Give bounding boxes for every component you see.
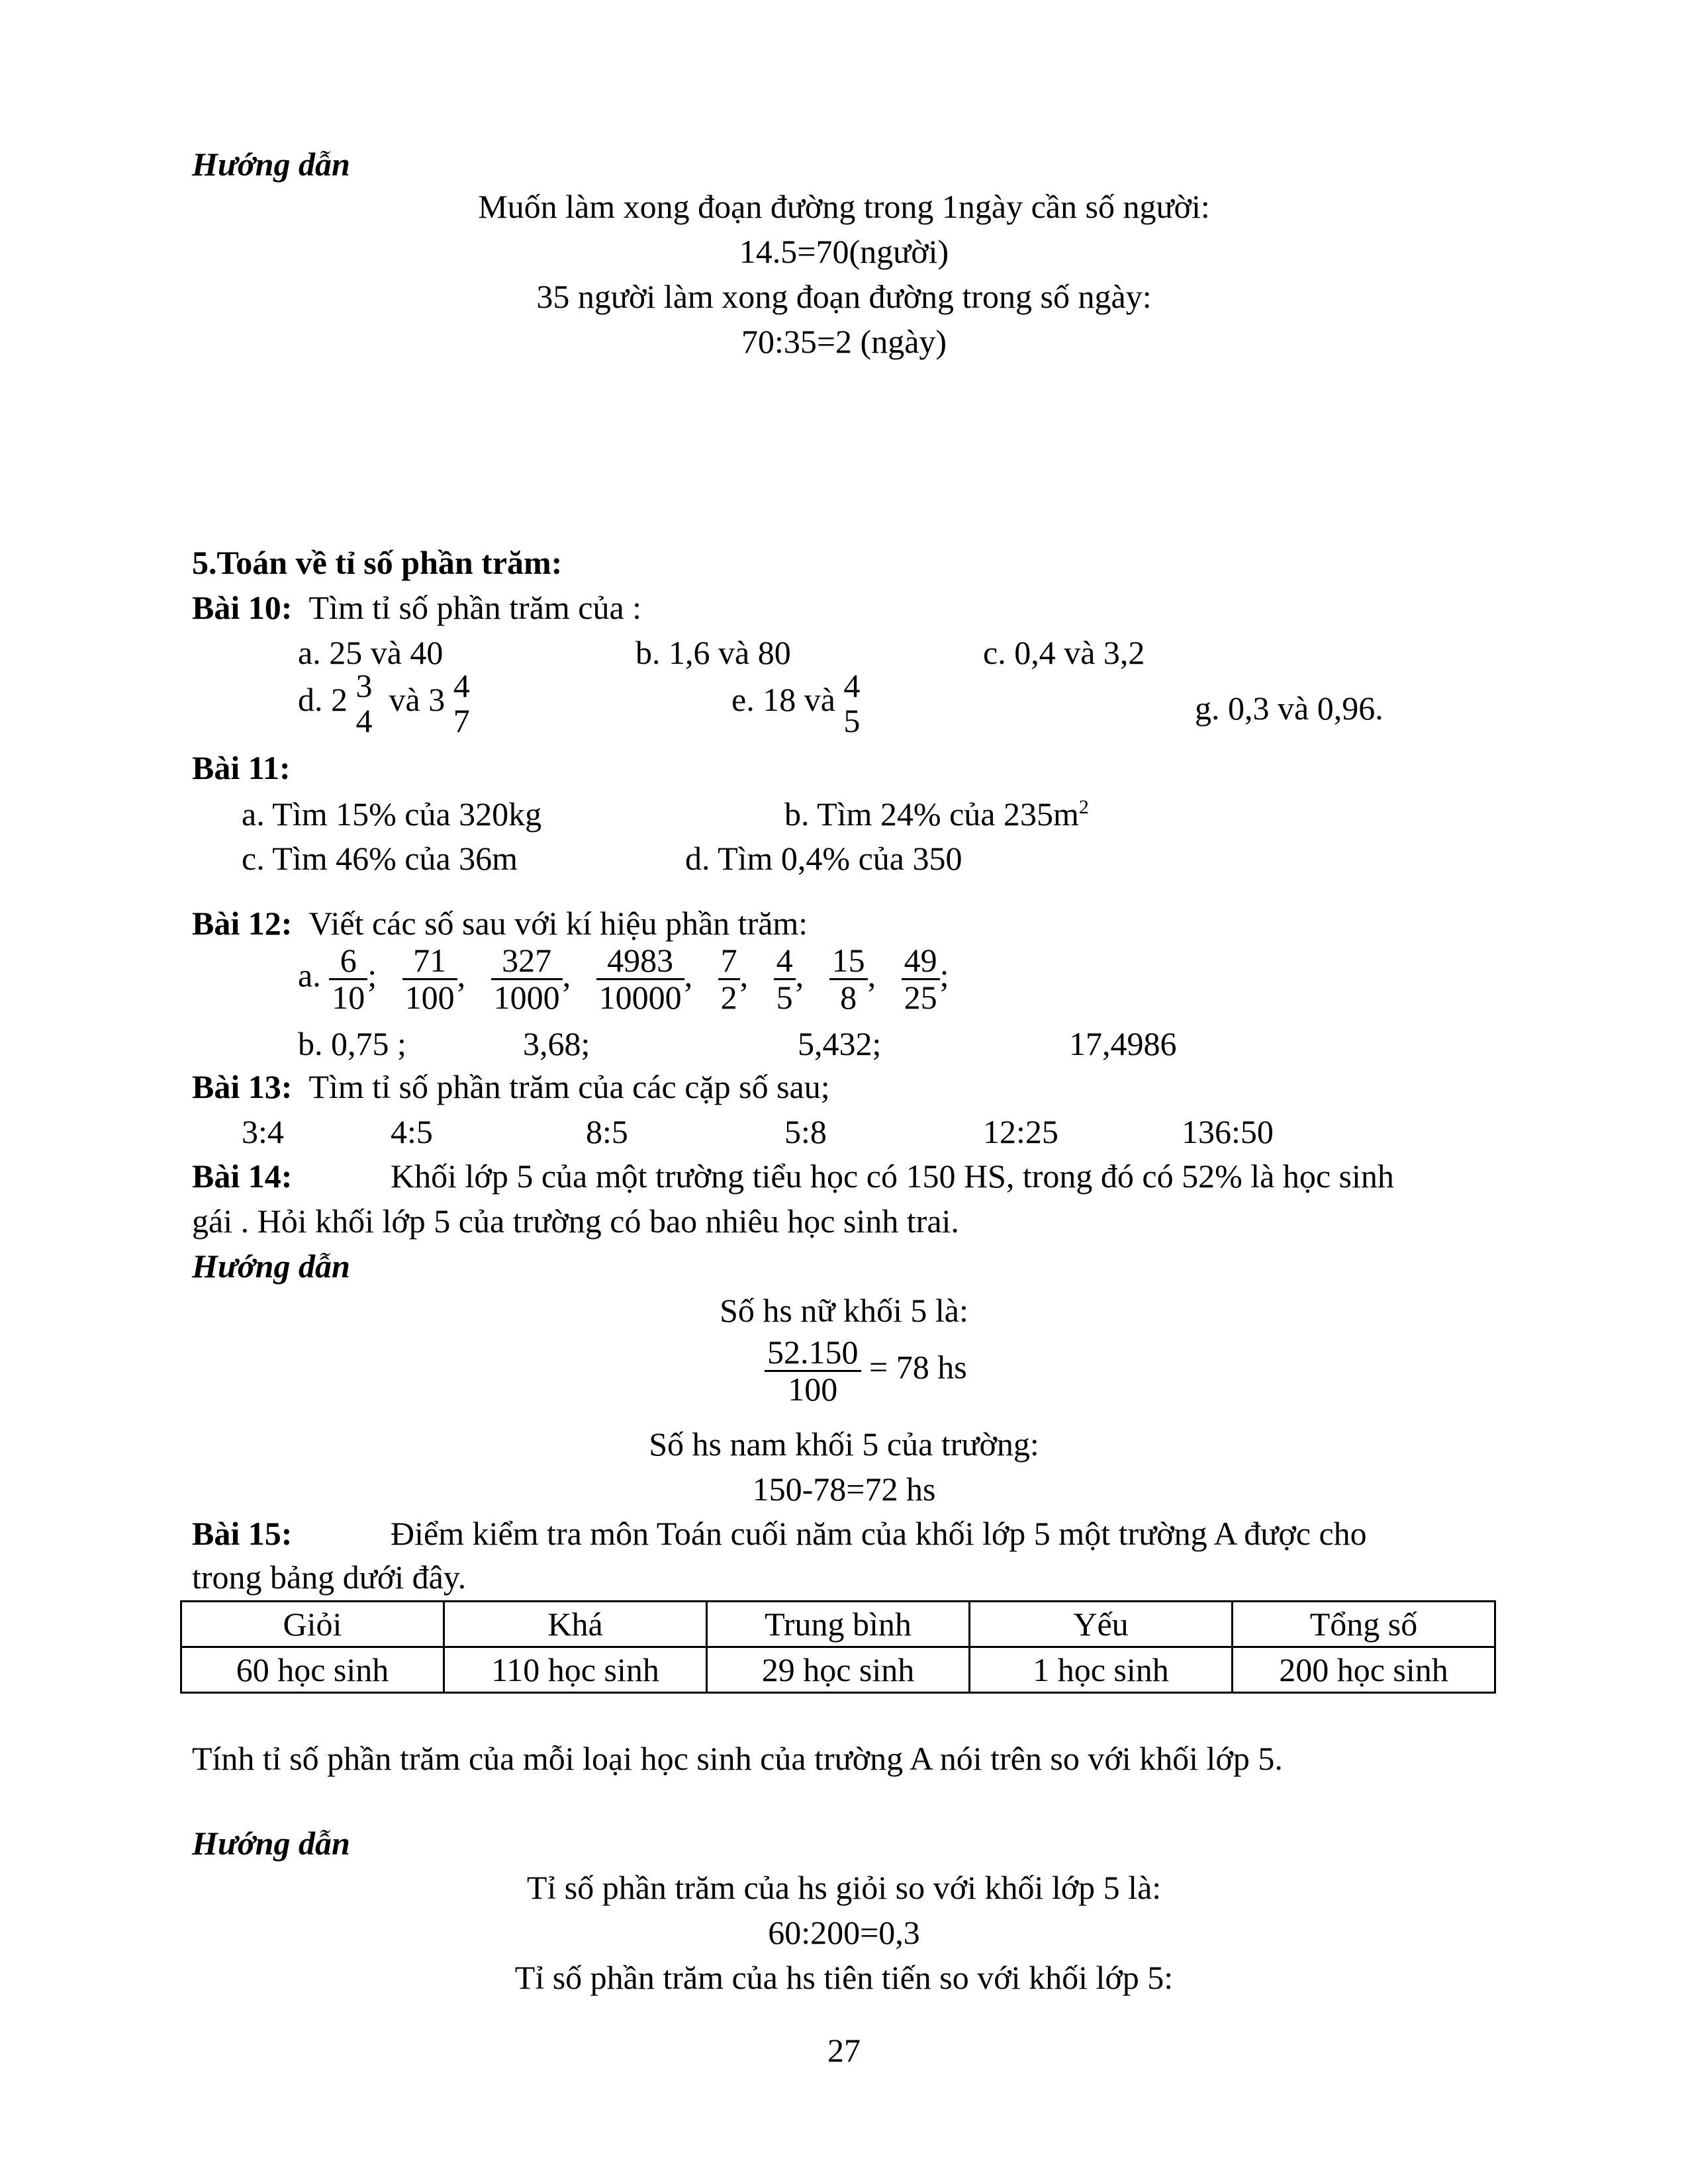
bai12-b-1: b. 0,75 ; xyxy=(298,1025,406,1062)
top-guide-line-2: 14.5=70(người) xyxy=(739,233,949,270)
bai10-e-frac-num: 4 xyxy=(843,667,861,704)
top-guide-line-1: Muốn làm xong đoạn đường trong 1ngày cần số người: xyxy=(478,188,1210,225)
bai13-pair-3: 8:5 xyxy=(586,1113,628,1150)
bai15-line-1: Điểm kiểm tra môn Toán cuối năm của khối lớp 5 một trường A được cho xyxy=(391,1515,1367,1552)
bai12-frac-4: $\frac{4983}{10000}$ xyxy=(596,943,684,1015)
bai13-pair-2: 4:5 xyxy=(391,1113,433,1150)
bai11-a: a. Tìm 15% của 320kg xyxy=(242,796,542,833)
bai12-line xyxy=(192,903,808,943)
table-header-cell: Tổng số xyxy=(1233,1602,1495,1647)
bai15-line-2: trong bảng dưới đây. xyxy=(192,1559,467,1596)
bai12-frac-1: $\frac{6}{10}$ xyxy=(329,943,367,1015)
bai10-d-frac2-den: 7 xyxy=(453,702,470,739)
bai12-b-3: 5,432; xyxy=(798,1025,882,1062)
page-number: 27 xyxy=(827,2032,861,2069)
bai12-sep-6: , xyxy=(795,956,804,994)
bai10-d-frac1-den: 4 xyxy=(355,702,373,739)
table-header-cell: Trung bình xyxy=(707,1602,970,1647)
bai12-frac-5: $\frac{7}{2}$ xyxy=(718,943,740,1015)
table-cell: 29 học sinh xyxy=(707,1647,970,1693)
bai10-d-mid: và 3 xyxy=(389,680,445,718)
bai10-d-frac2 xyxy=(453,668,470,738)
table-header-cell: Yếu xyxy=(970,1602,1233,1647)
bai10-text: Tìm tỉ số phần trăm của : xyxy=(308,589,642,626)
bai13-pair-4: 5:8 xyxy=(784,1113,827,1150)
bai12-sep-5: , xyxy=(739,956,749,994)
bai10-d xyxy=(298,668,470,738)
bai11-d: d. Tìm 0,4% của 350 xyxy=(685,840,962,877)
bai14-frac-den: 100 xyxy=(788,1370,838,1408)
table-row xyxy=(181,1647,1495,1693)
bai12-b-2: 3,68; xyxy=(523,1025,590,1062)
bai12-sep-8: ; xyxy=(939,956,949,994)
bai11-b-text: b. Tìm 24% của 235m xyxy=(784,796,1079,833)
bai10-line xyxy=(192,588,641,627)
bai10-e-prefix: e. 18 và xyxy=(731,680,835,718)
bai14-guide-3: 150-78=72 hs xyxy=(752,1471,936,1508)
bai12-sep-7: , xyxy=(867,956,876,994)
bai10-d-frac1-num: 3 xyxy=(355,667,373,704)
guide-heading-3: Hướng dẫn xyxy=(192,1825,350,1862)
bai15-guide-1: Tỉ số phần trăm của hs giỏi so với khối lớp 5 là: xyxy=(526,1869,1162,1906)
bai12-sep-2: , xyxy=(457,956,466,994)
bai10-label: Bài 10: xyxy=(192,589,293,626)
bai10-d-prefix: d. 2 xyxy=(298,680,348,718)
bai10-e xyxy=(731,668,860,738)
bai12-sep-1: ; xyxy=(367,956,377,994)
bai10-b: b. 1,6 và 80 xyxy=(635,634,791,671)
bai15-guide-3: Tỉ số phần trăm của hs tiên tiến so với khối lớp 5: xyxy=(514,1959,1174,1996)
bai11-b xyxy=(784,794,1089,834)
bai12-frac-8: $\frac{49}{25}$ xyxy=(902,943,940,1015)
bai12-label: Bài 12: xyxy=(192,905,293,942)
bai10-c: c. 0,4 và 3,2 xyxy=(983,634,1145,671)
bai12-sep-3: , xyxy=(562,956,571,994)
bai10-e-frac-den: 5 xyxy=(843,702,861,739)
table-cell: 200 học sinh xyxy=(1233,1647,1495,1693)
bai12-b-4: 17,4986 xyxy=(1069,1025,1177,1062)
bai12-sep-4: , xyxy=(684,956,693,994)
section-title: 5.Toán về tỉ số phần trăm: xyxy=(192,544,563,581)
table-header-cell: Khá xyxy=(444,1602,707,1647)
table-header-row xyxy=(181,1602,1495,1647)
table-cell: 110 học sinh xyxy=(444,1647,707,1693)
bai10-d-frac2-num: 4 xyxy=(453,667,470,704)
bai14-frac-result: = 78 hs xyxy=(869,1348,967,1386)
bai11-label: Bài 11: xyxy=(192,749,291,786)
bai14-guide-1: Số hs nữ khối 5 là: xyxy=(720,1292,968,1329)
bai15-label: Bài 15: xyxy=(192,1515,293,1552)
bai10-g: g. 0,3 và 0,96. xyxy=(1195,690,1383,727)
score-table xyxy=(180,1600,1496,1694)
bai13-label: Bài 13: xyxy=(192,1068,293,1105)
bai12-frac-6: $\frac{4}{5}$ xyxy=(774,943,796,1015)
top-guide-line-4: 70:35=2 (ngày) xyxy=(741,323,947,360)
bai13-pair-1: 3:4 xyxy=(242,1113,284,1150)
table-cell: 60 học sinh xyxy=(181,1647,444,1693)
table-header-cell: Giỏi xyxy=(181,1602,444,1647)
guide-heading-1: Hướng dẫn xyxy=(192,146,350,183)
guide-heading-2: Hướng dẫn xyxy=(192,1248,350,1285)
bai14-guide-2: Số hs nam khối 5 của trường: xyxy=(649,1426,1039,1463)
bai10-e-frac xyxy=(843,668,860,738)
bai14-fraction xyxy=(765,1335,967,1406)
bai12-frac-2: $\frac{71}{100}$ xyxy=(402,943,457,1015)
bai12-text: Viết các số sau với kí hiệu phần trăm: xyxy=(308,905,808,942)
table-cell: 1 học sinh xyxy=(970,1647,1233,1693)
bai15-task: Tính tỉ số phần trăm của mỗi loại học sinh của trường A nói trên so với khối lớp 5. xyxy=(192,1740,1283,1777)
bai13-line xyxy=(192,1067,830,1107)
bai11-b-sup: 2 xyxy=(1078,796,1089,818)
bai13-pair-6: 136:50 xyxy=(1182,1113,1274,1150)
top-guide-line-3: 35 người làm xong đoạn đường trong số ngày: xyxy=(536,278,1152,315)
bai14-label: Bài 14: xyxy=(192,1158,293,1195)
bai12-a-prefix: a. xyxy=(298,956,321,994)
bai14-frac-num: 52.150 xyxy=(765,1335,861,1372)
bai12-fractions xyxy=(298,943,949,1015)
bai14-frac xyxy=(765,1335,861,1406)
bai14-line-2: gái . Hỏi khối lớp 5 của trường có bao nhiêu học sinh trai. xyxy=(192,1203,959,1240)
bai10-d-frac1 xyxy=(356,668,373,738)
bai14-line-1: Khối lớp 5 của một trường tiểu học có 150 HS, trong đó có 52% là học sinh xyxy=(391,1158,1394,1195)
bai13-pair-5: 12:25 xyxy=(983,1113,1058,1150)
bai12-frac-7: $\frac{15}{8}$ xyxy=(829,943,868,1015)
bai11-c: c. Tìm 46% của 36m xyxy=(242,840,518,877)
bai13-text: Tìm tỉ số phần trăm của các cặp số sau; xyxy=(308,1068,830,1105)
bai10-a: a. 25 và 40 xyxy=(298,634,444,671)
bai12-frac-3: $\frac{327}{1000}$ xyxy=(491,943,563,1015)
bai15-guide-2: 60:200=0,3 xyxy=(768,1914,920,1951)
